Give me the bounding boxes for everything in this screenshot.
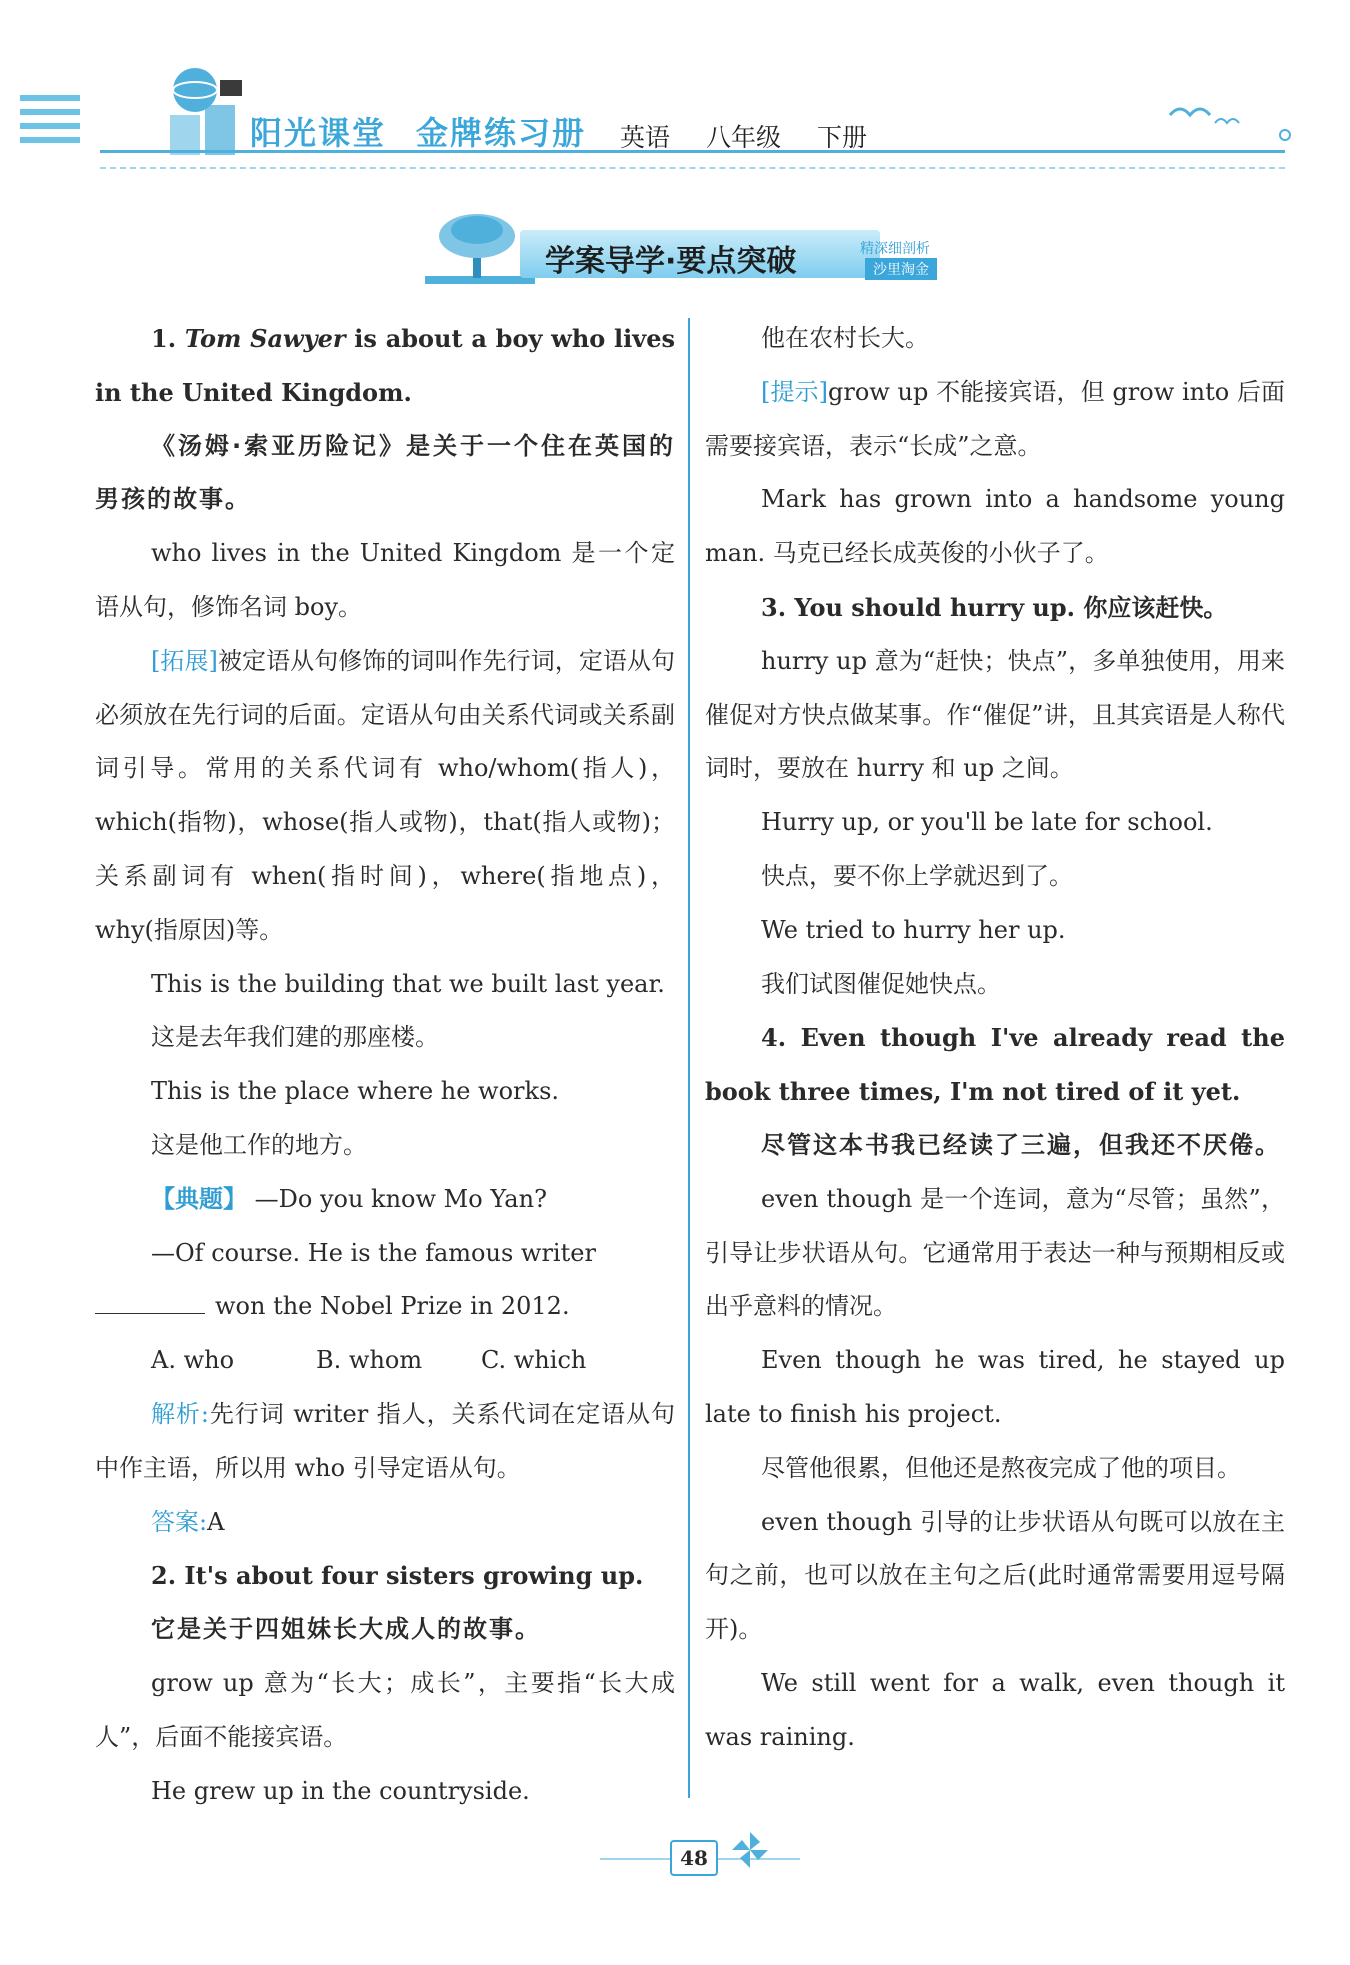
banner-tag: 沙里淘金 bbox=[865, 258, 937, 280]
point-4-explanation: even though 是一个连词，意为“尽管；虽然”，引导让步状语从句。它通常用于表达一种与预期相反或出乎意料的情况。 bbox=[705, 1184, 1285, 1321]
question-text: —Do you know Mo Yan? bbox=[254, 1184, 547, 1213]
example-en: We tried to hurry her up. bbox=[761, 915, 1066, 944]
example-cn: 他在农村长大。 bbox=[761, 324, 929, 352]
option-c: C. which bbox=[481, 1346, 587, 1375]
right-column bbox=[705, 312, 1285, 1765]
example-en: Mark has grown into a handsome young man. 马克已经长成英俊的小伙子了。 bbox=[705, 485, 1285, 568]
answer-tag: 答案: bbox=[151, 1507, 208, 1536]
book-meta bbox=[620, 118, 895, 154]
example-cn: 这是去年我们建的那座楼。 bbox=[151, 1023, 439, 1052]
point-1-title bbox=[95, 312, 675, 420]
volume-label: 下册 bbox=[816, 123, 867, 152]
column-divider bbox=[688, 318, 690, 1798]
tree-icon bbox=[425, 208, 535, 288]
book-title: Tom Sawyer bbox=[184, 324, 346, 353]
question-line bbox=[95, 1173, 675, 1227]
answer-value: A bbox=[207, 1507, 225, 1536]
example-en: This is the building that we built last year. bbox=[151, 969, 665, 998]
globe-logo-icon bbox=[150, 60, 260, 160]
page-footer bbox=[600, 1830, 800, 1890]
point-2-explanation: grow up 意为“长大；成长”，主要指“长大成人”，后面不能接宾语。 bbox=[95, 1668, 675, 1751]
point-4-note: even though 引导的让步状语从句既可以放在主句之前，也可以放在主句之后(此时通常需要用逗号隔开)。 bbox=[705, 1507, 1285, 1644]
header-rule bbox=[100, 150, 1285, 169]
typical-question-tag: 【典题】 bbox=[151, 1184, 247, 1213]
question-line bbox=[95, 1280, 675, 1334]
answer-blank bbox=[95, 1293, 205, 1314]
section-banner bbox=[425, 208, 955, 288]
hint-text: grow up 不能接宾语，但 grow into 后面需要接宾语，表示“长成”之意。 bbox=[705, 377, 1285, 460]
option-b: B. whom bbox=[316, 1346, 423, 1375]
page-header bbox=[0, 0, 1350, 190]
point-2-translation: 它是关于四姐妹长大成人的故事。 bbox=[151, 1615, 541, 1644]
pinwheel-icon bbox=[730, 1830, 770, 1870]
header-stripes bbox=[20, 95, 80, 151]
question-line: —Of course. He is the famous writer bbox=[151, 1238, 596, 1267]
example-cn: 我们试图催促她快点。 bbox=[761, 969, 1001, 998]
answer bbox=[95, 1496, 675, 1550]
point-number: 1. bbox=[151, 324, 177, 353]
section-title: 学案导学·要点突破 bbox=[545, 244, 797, 279]
example-en: Even though he was tired, he stayed up late to finish his project. bbox=[705, 1346, 1285, 1428]
example-en: Hurry up, or you'll be late for school. bbox=[761, 808, 1213, 837]
analysis-tag: 解析: bbox=[151, 1399, 209, 1428]
point-2-title: 2. It's about four sisters growing up. bbox=[151, 1561, 644, 1591]
extension-note bbox=[95, 635, 675, 958]
subject-label: 英语 bbox=[620, 123, 671, 152]
point-1-explanation: who lives in the United Kingdom 是一个定语从句，修饰名词 boy。 bbox=[95, 539, 675, 621]
option-a: A. who bbox=[151, 1346, 235, 1375]
point-4-translation: 尽管这本书我已经读了三遍，但我还不厌倦。 bbox=[761, 1130, 1281, 1159]
point-1-text: is about a boy who lives in the United Kingdom. bbox=[95, 324, 676, 407]
example-cn: 尽管他很累，但他还是熬夜完成了他的项目。 bbox=[761, 1453, 1241, 1482]
grade-label: 八年级 bbox=[705, 123, 781, 152]
page-number: 48 bbox=[670, 1840, 718, 1876]
extension-tag: [拓展] bbox=[151, 646, 218, 675]
hint-note bbox=[705, 366, 1285, 474]
extension-text: 被定语从句修饰的词叫作先行词，定语从句必须放在先行词的后面。定语从句由关系代词或关系副词引导。常用的关系代词有 who/whom(指人)，which(指物)，whose(指人或物)，that(指人或物)；关系副词有 when(指时间)，where(指地点)，why(指原因)等。 bbox=[95, 646, 675, 944]
point-3-title: 3. You should hurry up. 你应该赶快。 bbox=[761, 592, 1228, 622]
answer-options bbox=[95, 1334, 675, 1388]
question-text: won the Nobel Prize in 2012. bbox=[215, 1292, 570, 1321]
example-en: This is the place where he works. bbox=[151, 1077, 560, 1106]
example-cn: 快点，要不你上学就迟到了。 bbox=[761, 861, 1073, 890]
birds-icon bbox=[1160, 95, 1300, 145]
series-title bbox=[250, 108, 586, 154]
example-en: We still went for a walk, even though it was raining. bbox=[705, 1668, 1285, 1751]
hint-tag: [提示] bbox=[761, 377, 828, 406]
point-4-title: 4. Even though I've already read the book three times, I'm not tired of it yet. bbox=[705, 1023, 1285, 1107]
series-name-2: 金牌练习册 bbox=[416, 114, 587, 152]
example-en: He grew up in the countryside. bbox=[151, 1776, 530, 1805]
point-3-explanation: hurry up 意为“赶快；快点”，多单独使用，用来催促对方快点做某事。作“催促”讲，且其宾语是人称代词时，要放在 hurry 和 up 之间。 bbox=[705, 646, 1285, 783]
series-name-1: 阳光课堂 bbox=[250, 114, 387, 152]
example-cn: 这是他工作的地方。 bbox=[151, 1130, 367, 1159]
point-1-translation: 《汤姆·索亚历险记》是关于一个住在英国的男孩的故事。 bbox=[95, 431, 675, 514]
analysis bbox=[95, 1388, 675, 1496]
left-column bbox=[95, 312, 675, 1818]
banner-tag: 精深细剖析 bbox=[860, 241, 930, 257]
analysis-text: 先行词 writer 指人，关系代词在定语从句中作主语，所以用 who 引导定语从句。 bbox=[95, 1399, 675, 1482]
